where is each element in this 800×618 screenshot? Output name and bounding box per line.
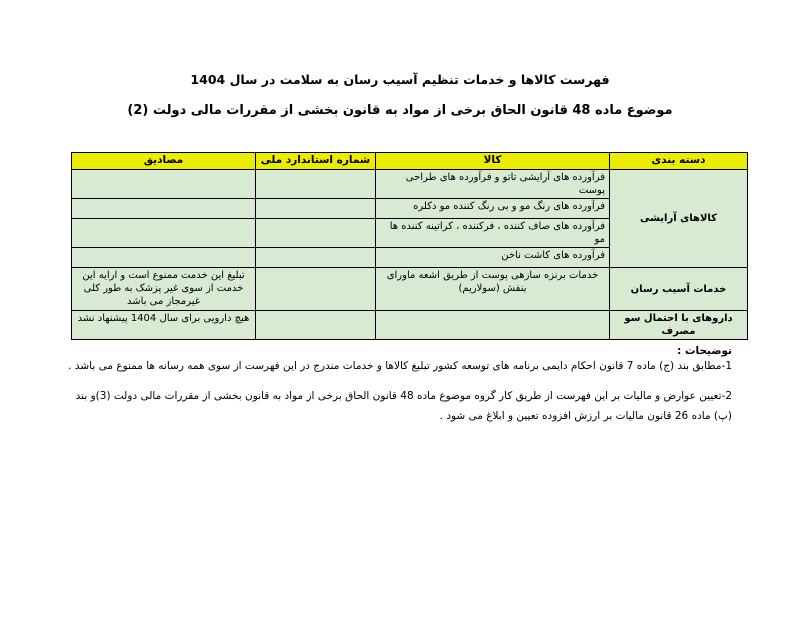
standard-cell [256,170,376,199]
standard-cell [256,199,376,219]
standard-cell [256,311,376,340]
examples-cell: تبلیغ این خدمت ممنوع است و ارایه این خدمت از سوی غیر پزشک به طور کلی غیرمجاز می باشد [72,268,256,311]
page-subtitle: موضوع ماده 48 قانون الحاق برخی از مواد به قانون بخشی از مقررات مالی دولت (2) [127,103,673,118]
table-row [72,311,748,340]
examples-cell [72,170,256,199]
goods-cell: خدمات برنزه سازهی پوست از طریق اشعه ماورای بنفش (سولاریم) [376,268,610,311]
notes-heading: توضیحات : [677,345,732,357]
standard-cell [256,248,376,268]
examples-cell [72,219,256,248]
goods-cell: فرآورده های کاشت ناخن [376,248,610,268]
category-drugs: داروهای با احتمال سو مصرف [610,311,748,340]
goods-cell: فرآورده های آرایشی تاتو و فرآورده های طراحی پوست [376,170,610,199]
category-harmful-services: خدمات آسیب رسان [610,268,748,311]
examples-cell: هیچ دارویی برای سال 1404 پیشنهاد نشد [72,311,256,340]
table-header-row [72,153,748,170]
header-standard: شماره استاندارد ملی [256,153,376,170]
goods-cell [376,311,610,340]
header-examples: مصادیق [72,153,256,170]
standard-cell [256,219,376,248]
examples-cell [72,199,256,219]
header-goods: کالا [376,153,610,170]
goods-cell: فرآورده های صاف کننده ، فرکننده ، کراتینه کننده ها مو [376,219,610,248]
category-cosmetics: کالاهای آرایشی [610,170,748,268]
note-item-1: 1-مطابق بند (ج) ماده 7 قانون احکام دایمی برنامه های توسعه کشور تبلیغ کالاها و خدمات مندرج در این فهرست از سوی همه رسانه ها ممنوع می باشد . [68,360,732,372]
note-item-2: 2-تعیین عوارض و مالیات بر این فهرست از طریق کار گروه موضوع ماده 48 قانون الحاق برخی از مواد به قانون بخشی از مقررات مالی دولت (3)و بند (پ) ماده 26 قانون مالیات بر ارزش افزوده تعیین و ابلاغ می شود . [75,390,732,422]
goods-services-table [71,152,748,340]
header-category: دسته بندی [610,153,748,170]
examples-cell [72,248,256,268]
table-row [72,170,748,199]
page-title: فهرست کالاها و خدمات تنظیم آسیب رسان به سلامت در سال 1404 [190,72,610,87]
standard-cell [256,268,376,311]
goods-cell: فرآورده های رنگ مو و بی رنگ کننده مو دکلره [376,199,610,219]
table-row [72,268,748,311]
